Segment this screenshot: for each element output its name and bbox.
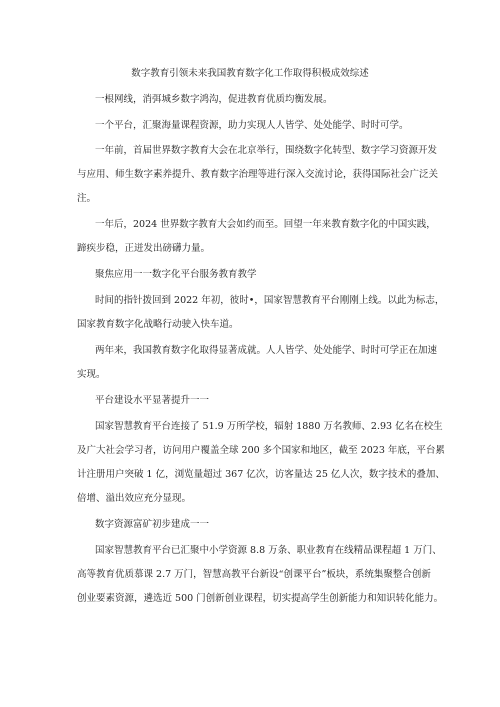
paragraph-line: 两年来，我国教育数字化取得显著成就。人人皆学、处处能学、时时可学正在加速	[95, 345, 438, 356]
paragraph-line: 时间的指针拨回到 2022 年初，彼时•，国家智慧教育平台刚刚上线。以此为标志，	[95, 295, 445, 306]
paragraph-line: 国家智慧教育平台已汇聚中小学资源 8.8 万条、职业教育在线精品课程超 1 万门、	[95, 545, 442, 556]
paragraph-line: 蹄疾步稳，正迸发出磅礴力量。	[77, 243, 211, 254]
paragraph-line: 及广大社会学习者，访问用户覆盖全球 200 多个国家和地区，截至 2023 年底，平台累	[77, 445, 445, 456]
paragraph-line: 注。	[77, 193, 97, 204]
paragraph-line: 实现。	[77, 369, 106, 380]
paragraph-line: 国家教育数字化战略行动驶入快车道。	[77, 319, 239, 330]
paragraph-line: 创业要素资源，遴选近 500 门创新创业课程，切实提高学生创新能力和知识转化能力。	[77, 593, 444, 604]
paragraph-line: 一年前，首届世界数字教育大会在北京举行，围绕数字化转型、数字学习资源开发	[95, 145, 438, 156]
section-heading: 平台建设水平显著提升一一	[95, 395, 210, 406]
document-title: 数字教育引领未来我国教育数字化工作取得积极成效综述	[131, 68, 369, 79]
paragraph-line: 与应用、师生数字素养提升、教育数字治理等进行深入交流讨论，获得国际社会广泛关	[77, 169, 439, 180]
paragraph-line: 倍增、溢出效应充分显现。	[77, 493, 192, 504]
paragraph-line: 国家智慧教育平台连接了 51.9 万所学校，辐射 1880 万名教师、2.93 亿名在校生	[95, 421, 443, 432]
paragraph-line: 一根网线，消弭城乡数字鸿沟，促进教育优质均衡发展。	[95, 94, 333, 105]
section-heading: 数字资源富矿初步建成一一	[95, 519, 210, 530]
paragraph-line: 高等教育优质慕课 2.7 万门，智慧高教平台新设“创课平台”板块，系统集聚整合创新	[77, 569, 431, 580]
paragraph-line: 计注册用户突破 1 亿，浏览量超过 367 亿次，访客量达 25 亿人次，数字技术的叠加、	[77, 469, 445, 480]
paragraph-line: 一个平台，汇聚海量课程资源，助力实现人人皆学、处处能学、时时可学。	[95, 120, 409, 131]
paragraph-line: 一年后，2024 世界数字教育大会如约而至。回望一年来教育数字化的中国实践，	[95, 219, 436, 230]
section-heading: 聚焦应用一一数字化平台服务教育教学	[95, 269, 257, 280]
